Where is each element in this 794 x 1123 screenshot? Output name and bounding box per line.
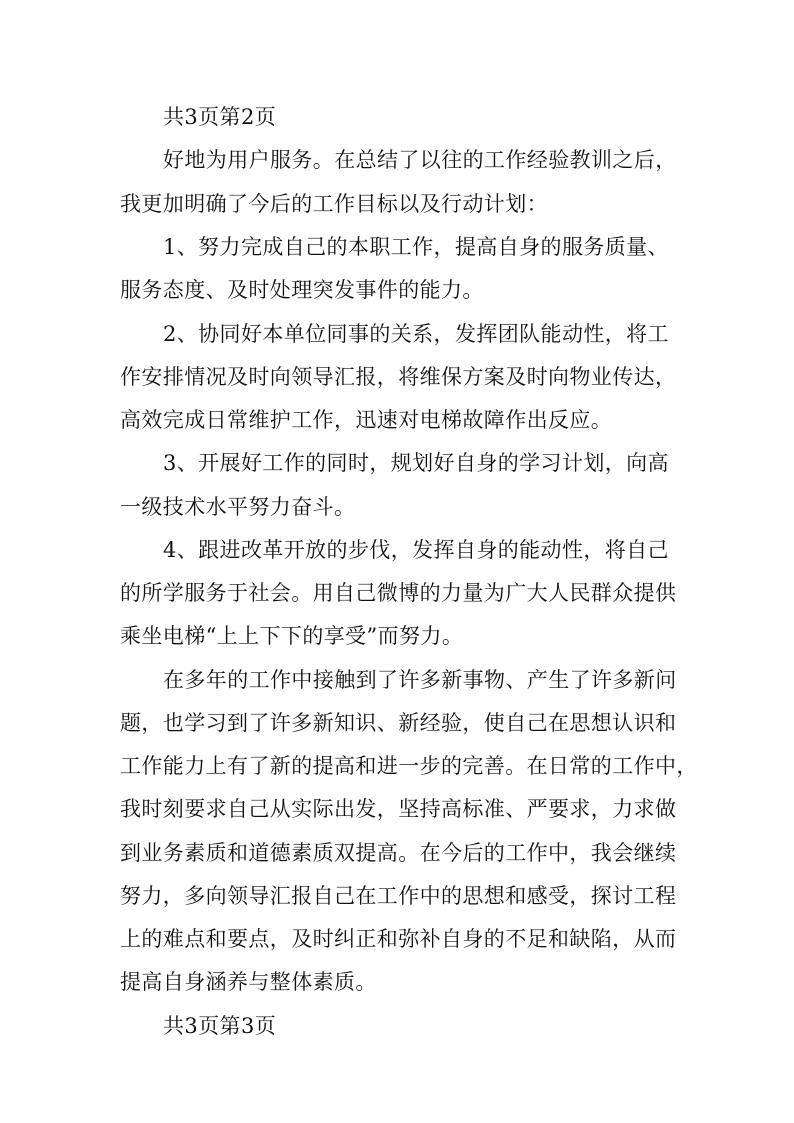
list-item-1: 1、努力完成自己的本职工作，提高自身的服务质量、: [163, 235, 669, 259]
text-line: 作安排情况及时向领导汇报，将维保方案及时向物业传达，: [120, 365, 677, 389]
page-counter-top: 共3页第2页: [163, 105, 277, 129]
text-line: 的所学服务于社会。用自己微博的力量为广大人民群众提供: [120, 581, 677, 605]
page-counter-bottom: 共3页第3页: [163, 1014, 277, 1038]
text-line: 高效完成日常维护工作，迅速对电梯故障作出反应。: [120, 408, 613, 432]
text-line: 工作能力上有了新的提高和进一步的完善。在日常的工作中，: [120, 754, 698, 778]
text-line: 一级技术水平努力奋斗。: [120, 495, 356, 519]
text-line: 努力，多向领导汇报自己在工作中的思想和感受，探讨工程: [120, 884, 677, 908]
text-line: 我更加明确了今后的工作目标以及行动计划：: [120, 192, 548, 216]
text-line: 到业务素质和道德素质双提高。在今后的工作中，我会继续: [120, 841, 677, 865]
text-line: 上的难点和要点，及时纠正和弥补自身的不足和缺陷，从而: [120, 927, 677, 951]
text-line: 提高自身涵养与整体素质。: [120, 970, 377, 994]
list-item-4: 4、跟进改革开放的步伐，发挥自身的能动性，将自己: [163, 538, 669, 562]
text-line: 我时刻要求自己从实际出发，坚持高标准、严要求，力求做: [120, 797, 677, 821]
text-line: 乘坐电梯“上上下下的享受”而努力。: [120, 624, 464, 648]
text-line: 好地为用户服务。在总结了以往的工作经验教训之后，: [163, 148, 677, 172]
text-line: 题，也学习到了许多新知识、新经验，使自己在思想认识和: [120, 711, 677, 735]
list-item-3: 3、开展好工作的同时，规划好自身的学习计划，向高: [163, 451, 669, 475]
text-line: 服务态度、及时处理突发事件的能力。: [120, 278, 484, 302]
list-item-2: 2、协同好本单位同事的关系，发挥团队能动性，将工: [163, 322, 669, 346]
paragraph-start: 在多年的工作中接触到了许多新事物、产生了许多新问: [163, 668, 677, 692]
